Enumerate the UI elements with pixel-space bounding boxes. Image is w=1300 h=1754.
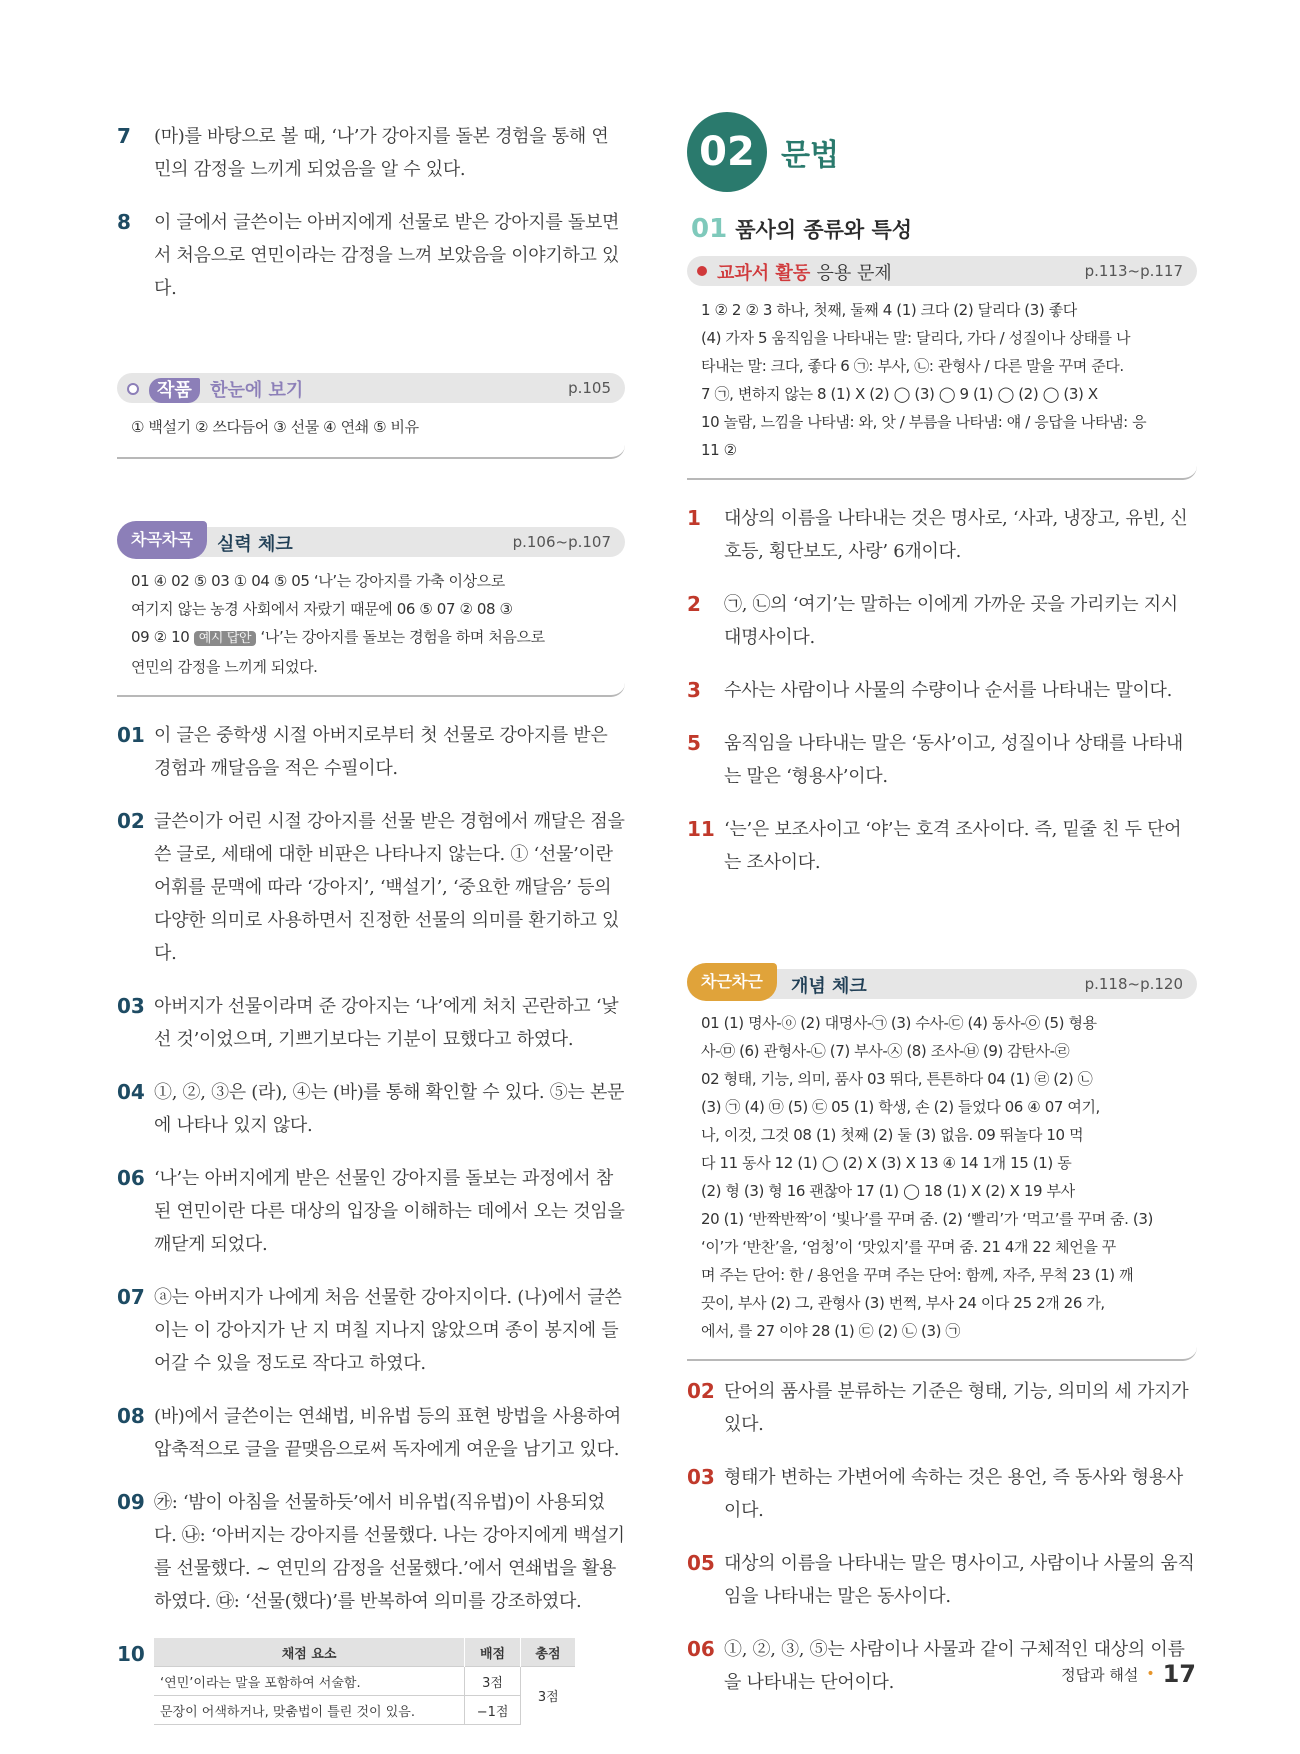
- answer-line: 10 놀람, 느낌을 나타냄: 와, 앗 / 부름을 나타냄: 얘 / 응답을 나타냄: 응: [701, 413, 1147, 431]
- item-number: 02: [687, 1379, 715, 1403]
- concept-check-label: 개념 체크: [791, 976, 867, 997]
- skill-check-tag: 차곡차곡: [117, 521, 207, 559]
- explanation-item-08: [117, 1400, 625, 1466]
- item-text: ‘는’은 보조사이고 ‘야’는 호격 조사이다. 즉, 밑줄 친 두 단어는 조사이다.: [724, 819, 1182, 873]
- item-text: 수사는 사람이나 사물의 수량이나 순서를 나타내는 말이다.: [724, 680, 1173, 701]
- answer-item-7: [117, 120, 625, 186]
- works-tag: 작품: [149, 378, 200, 403]
- page-reference: p.118~p.120: [1084, 975, 1183, 993]
- answer-line: 7 ㉠, 변하지 않는 8 (1) X (2) ◯ (3) ◯ 9 (1) ◯ (2) ◯ (3) X: [701, 385, 1098, 403]
- box-divider: [687, 1347, 1197, 1361]
- item-text: ㉮: ‘밤이 아침을 선물하듯’에서 비유법(직유법)이 사용되었다. ㉯: ‘아버지는 강아지를 선물했다. 나는 강아지에게 백설기를 선물했다. ~ 연민의 감정을 선물했다.’에서 연쇄법을 활용하였다. ㉰: ‘선물(했다)’를 반복하여 의미를 강조하였다.: [154, 1492, 625, 1612]
- item-text: 이 글은 중학생 시절 아버지로부터 첫 선물로 강아지를 받은 경험과 깨달음을 적은 수필이다.: [154, 725, 608, 779]
- skill-check-header: [117, 527, 625, 557]
- answer-text: 09 ② 10: [131, 628, 190, 646]
- criterion-cell: 문장이 어색하거나, 맞춤법이 틀린 것이 있음.: [154, 1696, 465, 1725]
- textbook-activity-label: 교과서 활동: [717, 263, 811, 284]
- concept-check-header: [687, 969, 1197, 999]
- item-text: (바)에서 글쓴이는 연쇄법, 비유법 등의 표현 방법을 사용하여 압축적으로 글을 끝맺음으로써 독자에게 여운을 남기고 있다.: [154, 1406, 621, 1460]
- answer-line: 에서, 를 27 이야 28 (1) ㉢ (2) ㉡ (3) ㉠: [701, 1322, 961, 1340]
- answer-line: 며 주는 단어: 한 / 용언을 꾸며 주는 단어: 함께, 자주, 무척 23 (1) 깨: [701, 1266, 1134, 1284]
- answer-line: (3) ㉠ (4) ㉤ (5) ㉢ 05 (1) 학생, 손 (2) 들었다 06 ④ 07 여기,: [701, 1098, 1100, 1116]
- footer-text: 정답과 해설: [1061, 1665, 1139, 1684]
- item-number: 1: [687, 506, 701, 530]
- page-reference: p.113~p.117: [1084, 262, 1183, 280]
- subsection-number: 01: [691, 214, 728, 244]
- table-row: [154, 1696, 576, 1725]
- works-label: 한눈에 보기: [210, 380, 304, 401]
- column-header: 총점: [520, 1638, 575, 1667]
- item-text: ㉠, ㉡의 ‘여기’는 말하는 이에게 가까운 곳을 가리키는 지시 대명사이다.: [724, 594, 1178, 648]
- item-text: 이 글에서 글쓴이는 아버지에게 선물로 받은 강아지를 돌보면서 처음으로 연민이라는 감정을 느껴 보았음을 이야기하고 있다.: [154, 212, 620, 299]
- footer-bullet: •: [1146, 1666, 1155, 1682]
- answer-text: ‘나’는 강아지를 돌보는 경험을 하며 처음으로: [260, 628, 545, 646]
- explanation-item-11: [687, 813, 1197, 879]
- explanation-item-01: [117, 719, 625, 785]
- item-number: 11: [687, 817, 715, 841]
- answer-line: 다 11 동사 12 (1) ◯ (2) X (3) X 13 ④ 14 1개 15 (1) 동: [701, 1154, 1072, 1172]
- box-divider: [117, 683, 625, 697]
- item-number: 08: [117, 1404, 145, 1428]
- textbook-activity-answers: [687, 296, 1197, 474]
- skill-check-answers: [117, 567, 625, 691]
- explanation-item-07: [117, 1281, 625, 1380]
- left-column: [117, 120, 625, 1725]
- answer-line: 나, 이것, 그것 08 (1) 첫째 (2) 둘 (3) 없음. 09 뛰놀다 10 먹: [701, 1126, 1084, 1144]
- item-number: 3: [687, 678, 701, 702]
- explanation-item-02: [687, 1375, 1197, 1441]
- answer-line: 11 ②: [701, 441, 737, 459]
- item-text: ①, ②, ③은 (라), ④는 (바)를 통해 확인할 수 있다. ⑤는 본문에 나타나 있지 않다.: [154, 1082, 625, 1136]
- section-number: 02: [687, 112, 767, 192]
- page-reference: p.106~p.107: [512, 533, 611, 551]
- item-number: 05: [687, 1551, 715, 1575]
- textbook-activity-header: [687, 256, 1197, 286]
- page-reference: p.105: [568, 379, 611, 397]
- table-row: [154, 1667, 576, 1696]
- explanation-item-1: [687, 502, 1197, 568]
- item-number: 03: [117, 994, 145, 1018]
- explanation-item-06: [117, 1162, 625, 1261]
- answer-line: 01 ④ 02 ⑤ 03 ① 04 ⑤ 05 ‘나’는 강아지를 가축 이상으로: [131, 572, 505, 590]
- item-text: ⓐ는 아버지가 나에게 처음 선물한 강아지이다. (나)에서 글쓴이는 이 강아지가 난 지 며칠 지나지 않았으며 종이 봉지에 들어갈 수 있을 정도로 작다고 하였다.: [154, 1287, 622, 1374]
- skill-check-label: 실력 체크: [217, 534, 293, 555]
- works-overview-header: [117, 373, 625, 403]
- item-text: 대상의 이름을 나타내는 것은 명사로, ‘사과, 냉장고, 유빈, 신호등, 횡단보도, 사랑’ 6개이다.: [724, 508, 1188, 562]
- item-number: 06: [117, 1166, 145, 1190]
- item-number: 01: [117, 723, 145, 747]
- bullet-icon: [697, 266, 707, 276]
- item-number: 8: [117, 210, 131, 234]
- box-divider: [687, 466, 1197, 480]
- item-text: ‘나’는 아버지에게 받은 선물인 강아지를 돌보는 과정에서 참된 연민이란 다른 대상의 입장을 이해하는 데에서 오는 것임을 깨닫게 되었다.: [154, 1168, 625, 1255]
- answer-line: 1 ② 2 ② 3 하나, 첫째, 둘째 4 (1) 크다 (2) 달리다 (3) 좋다: [701, 301, 1077, 319]
- item-text: 단어의 품사를 분류하는 기준은 형태, 기능, 의미의 세 가지가 있다.: [724, 1381, 1189, 1435]
- explanation-item-3: [687, 674, 1197, 707]
- page-footer: [1061, 1660, 1196, 1688]
- explanation-item-03: [117, 990, 625, 1056]
- answer-line: 20 (1) ‘반짝반짝’이 ‘빛나’를 꾸며 줌. (2) ‘빨리’가 ‘먹고’를 꾸며 줌. (3): [701, 1210, 1153, 1228]
- answer-line: 여기지 않는 농경 사회에서 자랐기 때문에 06 ⑤ 07 ② 08 ③: [131, 600, 513, 618]
- scoring-header-row: [154, 1638, 576, 1667]
- points-cell: 3점: [465, 1667, 521, 1696]
- answer-line: (4) 가자 5 움직임을 나타내는 말: 달리다, 가다 / 성질이나 상태를 나: [701, 329, 1131, 347]
- item-number: 2: [687, 592, 701, 616]
- explanation-item-2: [687, 588, 1197, 654]
- item-number: 10: [117, 1642, 145, 1666]
- answer-line: 사-㉤ (6) 관형사-㉡ (7) 부사-㉦ (8) 조사-㉥ (9) 감탄사-㉣: [701, 1042, 1070, 1060]
- item-number: 03: [687, 1465, 715, 1489]
- criterion-cell: ‘연민’이라는 말을 포함하여 서술함.: [154, 1667, 465, 1696]
- item-number: 5: [687, 731, 701, 755]
- item-number: 04: [117, 1080, 145, 1104]
- scoring-item-10: [117, 1638, 625, 1725]
- subsection-title: [691, 214, 1197, 244]
- section-name: 문법: [781, 138, 839, 173]
- section-title: [687, 112, 1197, 192]
- total-cell: 3점: [520, 1667, 575, 1725]
- answer-line: [131, 623, 611, 653]
- item-number: 7: [117, 124, 131, 148]
- column-header: 배점: [465, 1638, 521, 1667]
- explanation-item-09: [117, 1486, 625, 1618]
- item-text: 형태가 변하는 가변어에 속하는 것은 용언, 즉 동사와 형용사이다.: [724, 1467, 1183, 1521]
- item-text: 아버지가 선물이라며 준 강아지는 ‘나’에게 처치 곤란하고 ‘낯선 것’이었으며, 기쁘기보다는 기분이 묘했다고 하였다.: [154, 996, 619, 1050]
- explanation-item-02: [117, 805, 625, 970]
- item-number: 02: [117, 809, 145, 833]
- example-answer-chip: 예시 답안: [194, 631, 256, 646]
- concept-check-tag: 차근차근: [687, 963, 777, 1001]
- page-number: 17: [1162, 1660, 1196, 1688]
- item-text: 대상의 이름을 나타내는 말은 명사이고, 사람이나 사물의 움직임을 나타내는 말은 동사이다.: [724, 1553, 1195, 1607]
- answer-line: (2) 형 (3) 형 16 괜찮아 17 (1) ◯ 18 (1) X (2) X 19 부사: [701, 1182, 1075, 1200]
- bullet-icon: [127, 383, 139, 395]
- answer-line: 타내는 말: 크다, 좋다 6 ㉠: 부사, ㉡: 관형사 / 다른 말을 꾸며 준다.: [701, 357, 1124, 375]
- points-cell: −1점: [465, 1696, 521, 1725]
- item-number: 06: [687, 1637, 715, 1661]
- item-text: 움직임을 나타내는 말은 ‘동사’이고, 성질이나 상태를 나타내는 말은 ‘형용사’이다.: [724, 733, 1183, 787]
- item-text: 글쓴이가 어린 시절 강아지를 선물 받은 경험에서 깨달은 점을 쓴 글로, 세태에 대한 비판은 나타나지 않는다. ① ‘선물’이란 어휘를 문맥에 따라 ‘강아지’, ‘백설기’, ‘중요한 깨달음’ 등의 다양한 의미로 사용하면서 진정한 선물의 의미를 환기하고 있다.: [154, 811, 625, 964]
- item-number: 07: [117, 1285, 145, 1309]
- column-header: 채점 요소: [154, 1638, 465, 1667]
- subsection-name: 품사의 종류와 특성: [735, 218, 913, 242]
- scoring-table: [154, 1638, 576, 1725]
- item-text: (마)를 바탕으로 볼 때, ‘나’가 강아지를 돌본 경험을 통해 연민의 감정을 느끼게 되었음을 알 수 있다.: [154, 126, 609, 180]
- box-divider: [117, 445, 625, 459]
- answer-line: 01 (1) 명사-ⓞ (2) 대명사-㉠ (3) 수사-㉢ (4) 동사-㉧ (5) 형용: [701, 1014, 1097, 1032]
- explanation-item-5: [687, 727, 1197, 793]
- answer-line: 02 형태, 기능, 의미, 품사 03 뛰다, 튼튼하다 04 (1) ㉣ (2) ㉡: [701, 1070, 1093, 1088]
- answer-item-8: [117, 206, 625, 305]
- concept-check-answers: [687, 1009, 1197, 1355]
- answer-line: 연민의 감정을 느끼게 되었다.: [131, 658, 318, 676]
- explanation-item-04: [117, 1076, 625, 1142]
- explanation-item-03: [687, 1461, 1197, 1527]
- right-column: [687, 112, 1197, 1719]
- explanation-item-05: [687, 1547, 1197, 1613]
- answer-line: ‘이’가 ‘반찬’을, ‘엄청’이 ‘맛있지’를 꾸며 줌. 21 4개 22 체언을 꾸: [701, 1238, 1116, 1256]
- applied-problem-label: 응용 문제: [816, 263, 892, 284]
- item-text: ①, ②, ③, ⑤는 사람이나 사물과 같이 구체적인 대상의 이름을 나타내는 단어이다.: [724, 1639, 1185, 1693]
- item-number: 09: [117, 1490, 145, 1514]
- works-overview-content: ① 백설기 ② 쓰다듬어 ③ 선물 ④ 연쇄 ⑤ 비유: [131, 418, 419, 436]
- answer-line: 끗이, 부사 (2) 그, 관형사 (3) 번쩍, 부사 24 이다 25 2개 26 가,: [701, 1294, 1105, 1312]
